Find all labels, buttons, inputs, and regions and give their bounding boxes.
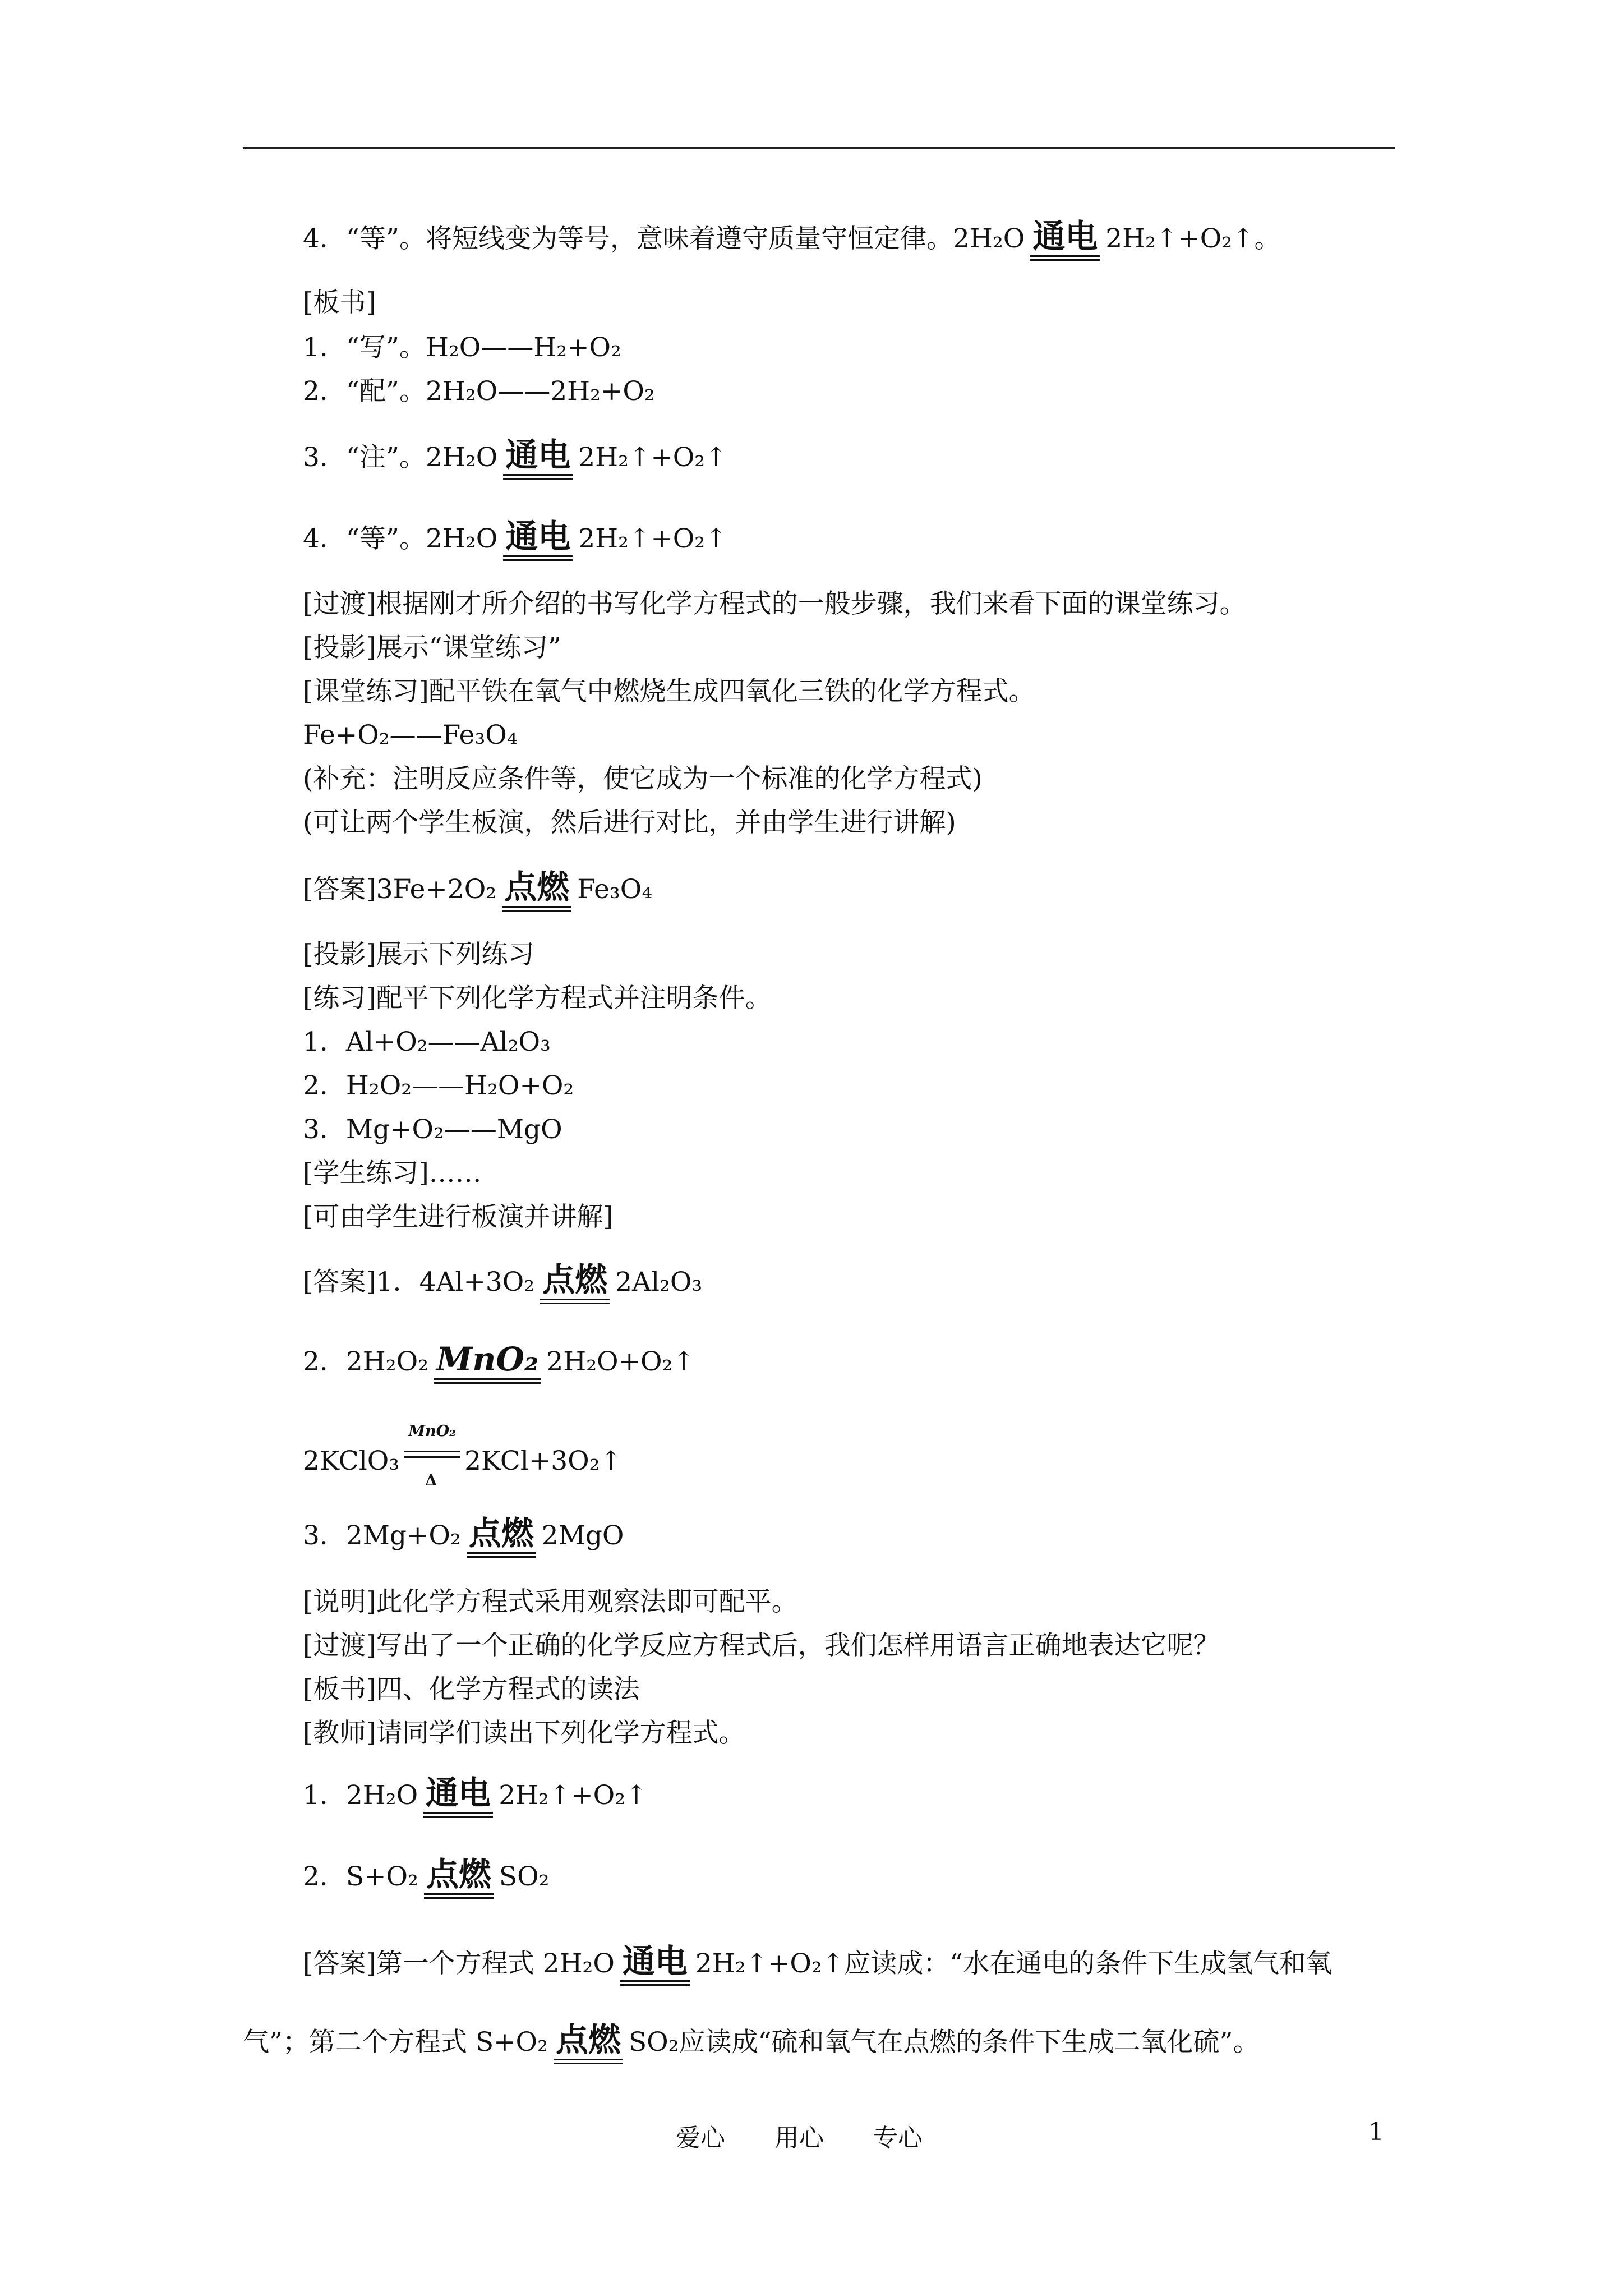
text-run: 3．2Mg+O₂ (303, 1520, 461, 1551)
text-line (303, 1629, 1220, 1663)
text-run: 1．“写”。H₂O——H₂+O₂ (303, 332, 621, 363)
text-run: [说明]此化学方程式采用观察法即可配平。 (303, 1586, 798, 1617)
text-run: [练习]配平下列化学方程式并注明条件。 (303, 983, 772, 1014)
text-run: 4．“等”。将短线变为等号，意味着遵守质量守恒定律。2H₂O (303, 223, 1025, 254)
text-run: [可由学生进行板演并讲解] (303, 1202, 614, 1232)
text-run: Fe+O₂——Fe₃O₄ (303, 720, 518, 751)
text-run: 2H₂↑+O₂↑ (578, 442, 727, 473)
text-line (303, 331, 621, 365)
text-run: 2H₂↑+O₂↑应读成：“水在通电的条件下生成氢气和氧 (695, 1948, 1332, 1979)
reaction-condition: 通电 (503, 438, 573, 480)
text-run: [过渡]写出了一个正确的化学反应方程式后，我们怎样用语言正确地表达它呢？ (303, 1630, 1220, 1661)
text-line (303, 1069, 574, 1103)
text-line (303, 219, 1281, 261)
text-run: 3．“注”。2H₂O (303, 442, 498, 473)
reaction-condition: 通电 (503, 519, 573, 562)
text-run: 2Al₂O₃ (615, 1267, 703, 1297)
text-run: 2MgO (541, 1520, 624, 1551)
text-run: [板书]四、化学方程式的读法 (303, 1674, 640, 1705)
reaction-condition: MnO₂ (434, 1342, 541, 1384)
text-line (303, 1775, 647, 1818)
reaction-condition: 点燃 (502, 869, 571, 912)
text-run: 2H₂↑+O₂↑ (499, 1780, 648, 1811)
page-number: 1 (1368, 2118, 1384, 2146)
text-run: [投影]展示“课堂练习” (303, 632, 561, 663)
text-run: 2KClO₃ (303, 1446, 400, 1476)
text-run: 1．2H₂O (303, 1780, 418, 1811)
header-rule (243, 147, 1395, 149)
footer-text: 爱心 用心 专心 (676, 2124, 923, 2152)
text-line (303, 806, 956, 840)
text-run: [过渡]根据刚才所介绍的书写化学方程式的一般步骤，我们来看下面的课堂练习。 (303, 588, 1246, 619)
reaction-condition: 通电 (620, 1944, 690, 1986)
text-line (303, 719, 518, 752)
heat-label: Δ (425, 1472, 437, 1489)
text-run: 2H₂↑+O₂↑。 (1105, 223, 1281, 254)
text-line (303, 519, 727, 562)
reaction-condition: 点燃 (540, 1262, 610, 1305)
text-run: [课堂练习]配平铁在氧气中燃烧生成四氧化三铁的化学方程式。 (303, 676, 1035, 707)
text-line (303, 1423, 622, 1489)
stacked-condition (404, 1423, 460, 1489)
equals-line (404, 1456, 460, 1458)
text-line (303, 1717, 745, 1750)
text-run: [板书] (303, 287, 376, 318)
text-run: (可让两个学生板演，然后进行对比，并由学生进行讲解) (303, 807, 956, 838)
text-run: [教师]请同学们读出下列化学方程式。 (303, 1718, 745, 1749)
text-run: [答案]3Fe+2O₂ (303, 874, 497, 905)
text-run: 2H₂O+O₂↑ (546, 1346, 695, 1377)
text-line (303, 1025, 551, 1059)
text-line (303, 286, 376, 320)
text-line (303, 1585, 798, 1619)
text-run: 4．“等”。2H₂O (303, 523, 498, 554)
reaction-condition: 点燃 (554, 2022, 623, 2065)
text-run: 3．Mg+O₂——MgO (303, 1114, 562, 1145)
text-run: 2KCl+3O₂↑ (464, 1446, 622, 1476)
text-line (303, 1157, 482, 1190)
text-run: [答案]1．4Al+3O₂ (303, 1267, 535, 1297)
text-run: SO₂应读成“硫和氧气在点燃的条件下生成二氧化硫”。 (628, 2027, 1260, 2058)
text-line (303, 762, 983, 796)
text-line (303, 1200, 614, 1234)
text-run: 2．S+O₂ (303, 1861, 418, 1892)
text-run: SO₂ (499, 1861, 550, 1892)
text-run: 2．H₂O₂——H₂O+O₂ (303, 1070, 574, 1101)
text-line (303, 438, 727, 480)
text-run: 2H₂↑+O₂↑ (578, 523, 727, 554)
reaction-condition: 点燃 (467, 1516, 536, 1558)
text-line (303, 869, 652, 912)
reaction-condition: 通电 (423, 1775, 493, 1818)
catalyst-label: MnO₂ (408, 1423, 456, 1440)
text-run: 气”；第二个方程式 S+O₂ (243, 2027, 548, 2058)
text-line (303, 587, 1246, 621)
text-line (303, 1944, 1332, 1986)
text-line (243, 2022, 1260, 2065)
text-line (303, 1342, 695, 1384)
text-run: [答案]第一个方程式 2H₂O (303, 1948, 615, 1979)
text-run: (补充：注明反应条件等，使它成为一个标准的化学方程式) (303, 763, 983, 794)
text-line (303, 982, 772, 1015)
text-run: 1．Al+O₂——Al₂O₃ (303, 1027, 551, 1057)
text-line (303, 1857, 549, 1899)
text-run: 2．“配”。2H₂O——2H₂+O₂ (303, 376, 655, 407)
equals-line (404, 1451, 460, 1452)
text-run: Fe₃O₄ (577, 874, 653, 905)
text-line (303, 631, 561, 665)
reaction-condition: 通电 (1030, 219, 1100, 261)
text-line (303, 675, 1035, 708)
text-line (303, 1262, 702, 1305)
text-line (303, 938, 534, 972)
reaction-condition: 点燃 (424, 1857, 494, 1899)
text-run: [投影]展示下列练习 (303, 939, 534, 970)
text-line (303, 1673, 640, 1706)
text-run: [学生练习]…… (303, 1158, 482, 1189)
text-run: 2．2H₂O₂ (303, 1346, 429, 1377)
text-line (303, 1113, 562, 1147)
text-line (303, 375, 655, 408)
text-line (303, 1516, 624, 1558)
